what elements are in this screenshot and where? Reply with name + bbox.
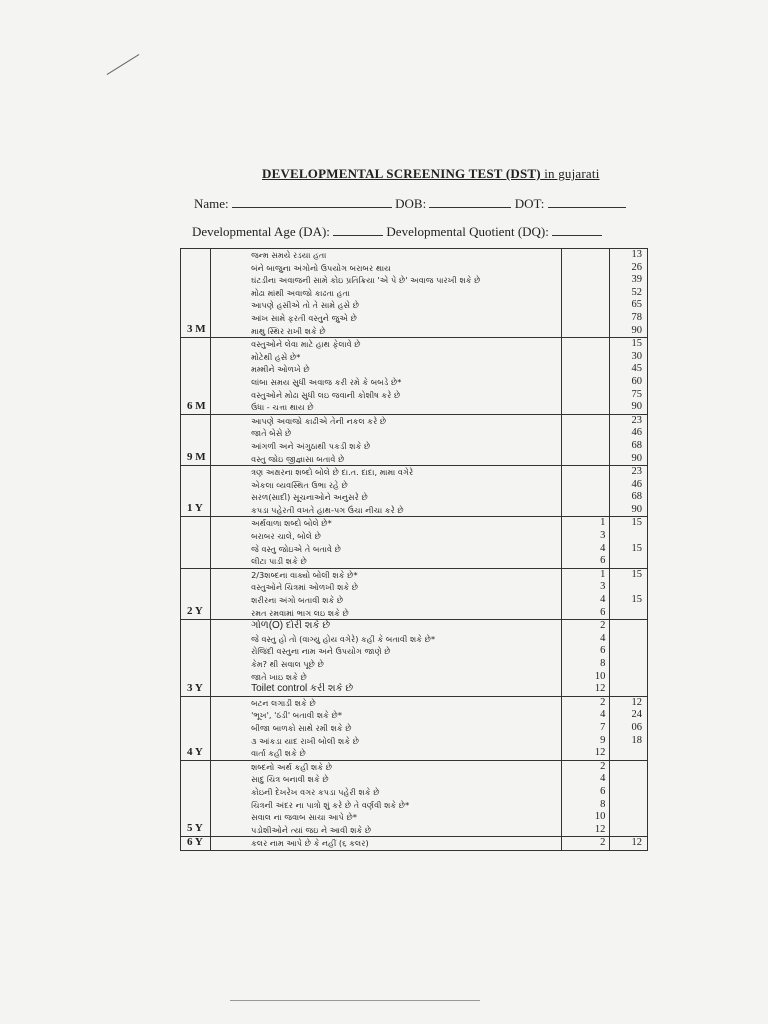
document-title: DEVELOPMENTAL SCREENING TEST (DST) in gujarati xyxy=(262,166,600,181)
milestone-item: 2/3શબ્દના વાક્યો બોલી શકે છે* xyxy=(251,569,358,580)
points-value: 30 xyxy=(631,350,642,362)
milestone-cell xyxy=(211,620,562,697)
score-cell xyxy=(561,696,610,760)
dot-label: DOT: xyxy=(514,196,545,211)
points-value: 90 xyxy=(631,324,642,336)
age-label: 4 Y xyxy=(187,745,203,758)
score-value: 12 xyxy=(594,747,606,759)
score-cell xyxy=(561,466,610,517)
points-value: 15 xyxy=(631,338,642,350)
milestone-item: ઘંટડીના અવાજની સામે કોઇ પ્રતિક્રિયા 'એ પે છે' અવાજ પારખી શકે છે xyxy=(251,275,481,286)
milestone-item: મમ્મીને ઓળખે છે xyxy=(251,364,310,375)
points-value: 52 xyxy=(631,286,642,298)
score-cell xyxy=(561,249,610,338)
milestone-item: વસ્તુઓને ચિત્રમાં ઓળખી શકે છે xyxy=(251,582,359,593)
table-row xyxy=(181,414,648,465)
milestone-item: બીજા બાળકો સાથે રમી શકે છે xyxy=(251,722,352,733)
table-row xyxy=(181,338,648,415)
points-value: 23 xyxy=(631,414,642,426)
score-value: 2 xyxy=(600,696,606,708)
milestone-item: આંખ સામે ફરતી વસ્તુને જુએ છે xyxy=(251,312,357,323)
points-value: 15 xyxy=(631,594,642,606)
points-value xyxy=(610,607,642,620)
milestone-item: જાતે બેસે છે xyxy=(251,428,292,439)
table-row xyxy=(181,249,648,338)
points-value xyxy=(610,747,642,760)
age-label: 1 Y xyxy=(187,502,203,515)
milestone-item: આપણે અવાજો કાઢીએ તેની નકલ કરે છે xyxy=(251,415,387,426)
score-value: 4 xyxy=(600,632,606,644)
score-value: 12 xyxy=(594,683,606,695)
milestone-item: અર્થવાળા શબ્દો બોલે છે* xyxy=(251,518,332,529)
age-cell xyxy=(181,517,211,568)
milestone-cell xyxy=(211,837,562,851)
screening-table xyxy=(180,248,648,851)
points-value: 06 xyxy=(631,721,642,733)
milestone-item: આંગળી અને અંગુઠાથી પકડી શકે છે xyxy=(251,440,371,451)
age-cell xyxy=(181,620,211,697)
score-cell xyxy=(561,414,610,465)
points-value: 68 xyxy=(631,439,642,451)
points-value: 23 xyxy=(631,466,642,478)
points-value: 46 xyxy=(631,478,642,490)
milestone-item: મોટેથી હસે છે* xyxy=(251,351,301,362)
milestone-item: જે વસ્તુ જોઇએ તે બતાવે છે xyxy=(251,543,341,554)
age-cell xyxy=(181,760,211,837)
score-value: 6 xyxy=(600,645,606,657)
score-cell xyxy=(561,620,610,697)
score-value: 2 xyxy=(600,760,606,772)
milestone-item: જન્મ સમયે રડયા હતા xyxy=(251,250,327,260)
age-label: 3 Y xyxy=(187,681,203,694)
score-value: 10 xyxy=(594,670,606,682)
milestone-item: વસ્તુઓને મોઢા સુધી લઇ જવાની કોશીષ કરે છે xyxy=(251,389,401,400)
points-value: 12 xyxy=(631,696,642,708)
milestone-item: એકલા વ્યવસ્થિત ઉભા રહે છે xyxy=(251,479,348,490)
points-value: 15 xyxy=(631,542,642,554)
points-value xyxy=(610,581,642,594)
milestone-item: સવાલ ના જવાબ સાચા આપે છે* xyxy=(251,812,357,823)
points-value: 24 xyxy=(631,709,642,721)
score-value: 3 xyxy=(600,581,606,593)
points-value: 60 xyxy=(631,375,642,387)
points-value: 12 xyxy=(631,837,642,849)
milestone-cell xyxy=(211,696,562,760)
milestone-item: રમત રમવામાં ભાગ લઇ શકે છે xyxy=(251,607,349,618)
score-value: 6 xyxy=(600,606,606,618)
dq-blank xyxy=(552,224,602,236)
score-value: 8 xyxy=(600,658,606,669)
table-row xyxy=(181,568,648,619)
milestone-item: Toilet control કરી શકે છે xyxy=(251,683,354,695)
age-label: 6 M xyxy=(187,399,206,412)
milestone-item: ઉંધા - ચત્તા થાય છે xyxy=(251,402,314,413)
dq-label: Developmental Quotient (DQ): xyxy=(386,224,549,239)
score-cell xyxy=(561,338,610,415)
points-cell xyxy=(610,568,648,619)
points-value: 68 xyxy=(631,491,642,503)
milestone-item: લાંબા સમય સુધી અવાજ કરી રમે કે બબડે છે* xyxy=(251,376,402,387)
name-label: Name: xyxy=(194,196,229,211)
points-cell xyxy=(610,414,648,465)
milestone-item: સાદુ ચિત્ર બનાવી શકે છે xyxy=(251,774,329,785)
dob-label: DOB: xyxy=(395,196,427,211)
age-cell xyxy=(181,414,211,465)
milestone-item: ૩ આંકડા યાદ રાખી બોલી શકે છે xyxy=(251,735,360,746)
age-label: 2 Y xyxy=(187,605,203,618)
milestone-item: કલર નામ આપે છે કે નહીં (૬ કલર) xyxy=(251,838,369,849)
points-value: 78 xyxy=(631,311,642,323)
milestone-item: બટન લગાડી શકે છે xyxy=(251,697,316,708)
name-field xyxy=(194,196,626,212)
milestone-item: લીટા પાડી શકે છે xyxy=(251,556,307,567)
milestone-item: 'ભૂખ', 'ઠંડી' બતાવી શકે છે* xyxy=(251,710,342,721)
table-row xyxy=(181,620,648,697)
scan-line xyxy=(230,1000,480,1001)
milestone-item: બંને બાજુના અંગોનો ઉપયોગ બરાબર થાય xyxy=(251,262,391,273)
points-value: 75 xyxy=(631,388,642,400)
table-row xyxy=(181,517,648,568)
da-label: Developmental Age (DA): xyxy=(192,224,330,239)
age-cell xyxy=(181,696,211,760)
milestone-item: ચિત્રની અંદર ના પાત્રો શું કરે છે તે વર્ણવી શકે છે* xyxy=(251,799,410,810)
score-value: 1 xyxy=(600,517,606,529)
milestone-cell xyxy=(211,568,562,619)
score-value: 4 xyxy=(600,773,606,785)
score-cell xyxy=(561,517,610,568)
points-cell xyxy=(610,338,648,415)
score-value: 4 xyxy=(600,542,606,554)
age-cell xyxy=(181,466,211,517)
pen-mark xyxy=(107,54,140,75)
points-value: 39 xyxy=(631,274,642,286)
points-value: 90 xyxy=(631,503,642,515)
milestone-item: કેમ? થી સવાલ પૂછે છે xyxy=(251,659,324,669)
score-value: 7 xyxy=(600,721,606,733)
score-value: 2 xyxy=(600,837,606,849)
milestone-item: ત્રણ અક્ષરના શબ્દો બોલે છે દા.ત. દાદા, મામા વગેરે xyxy=(251,467,414,478)
score-cell xyxy=(561,568,610,619)
score-value: 10 xyxy=(594,811,606,823)
milestone-cell xyxy=(211,517,562,568)
milestone-item: આપણે હસીએ તો તે સામે હસે છે xyxy=(251,300,360,311)
milestone-item: ગોળ(O) દોરી શકે છે xyxy=(251,620,331,632)
dot-blank xyxy=(548,196,626,208)
name-blank xyxy=(232,196,392,208)
score-value: 2 xyxy=(600,620,606,632)
points-cell xyxy=(610,620,648,697)
points-value: 46 xyxy=(631,427,642,439)
score-value: 12 xyxy=(594,823,606,835)
points-value xyxy=(610,530,642,543)
score-value: 3 xyxy=(600,530,606,542)
points-value: 15 xyxy=(631,568,642,580)
milestone-item: જે વસ્તુ હો તો (વાગ્યુ હોય વગેરે) કહી કે બતાવી શકે છે* xyxy=(251,633,436,644)
milestone-item: મોઢા માંથી અવાજો કાઢતા હતા xyxy=(251,287,350,298)
score-value: 1 xyxy=(600,568,606,580)
age-cell xyxy=(181,249,211,338)
table-row xyxy=(181,837,648,851)
age-label: 3 M xyxy=(187,323,206,336)
points-cell xyxy=(610,466,648,517)
milestone-item: રોજિંદી વસ્તુના નામ અને ઉપયોગ જાણે છે xyxy=(251,646,391,657)
score-value: 6 xyxy=(600,785,606,797)
score-value: 4 xyxy=(600,709,606,721)
milestone-cell xyxy=(211,249,562,338)
score-value: 8 xyxy=(600,798,606,810)
age-cell xyxy=(181,837,211,851)
milestone-cell xyxy=(211,466,562,517)
milestone-item: સરળ(સાદી) સૂચનાઓને અનુસરે છે xyxy=(251,492,368,503)
milestone-item: વસ્તુ જોઇ જીજ્ઞાસા બતાવે છે xyxy=(251,453,345,464)
milestone-cell xyxy=(211,338,562,415)
points-cell xyxy=(610,837,648,851)
points-cell xyxy=(610,249,648,338)
points-value xyxy=(610,555,642,568)
points-value: 90 xyxy=(631,452,642,464)
age-cell xyxy=(181,338,211,415)
milestone-item: જાતે ખાઇ શકે છે xyxy=(251,671,307,682)
age-label: 5 Y xyxy=(187,822,203,835)
age-label: 9 M xyxy=(187,451,206,464)
points-value: 45 xyxy=(631,363,642,375)
table-row xyxy=(181,466,648,517)
milestone-cell xyxy=(211,414,562,465)
milestone-item: વસ્તુઓને લેવા માટે હાથ ફેલાવે છે xyxy=(251,339,361,350)
score-cell xyxy=(561,837,610,851)
milestone-cell xyxy=(211,760,562,837)
milestone-item: પડોશીઓને ત્યાં જઇ ને આવી શકે છે xyxy=(251,824,372,835)
score-value: 4 xyxy=(600,594,606,606)
points-value: 15 xyxy=(631,517,642,529)
score-cell xyxy=(561,760,610,837)
table-row xyxy=(181,760,648,837)
points-value: 26 xyxy=(631,261,642,273)
age-cell xyxy=(181,568,211,619)
points-cell xyxy=(610,696,648,760)
points-value: 13 xyxy=(631,249,642,260)
points-cell xyxy=(610,517,648,568)
milestone-item: કપડા પહેરતી વખતે હાથ-પગ ઉંચા નીચા કરે છે xyxy=(251,504,404,515)
score-value: 9 xyxy=(600,734,606,746)
milestone-item: માથુ સ્થિર રાખી શકે છે xyxy=(251,325,326,336)
milestone-item: બરાબર ચાલે, બોલે છે xyxy=(251,531,322,542)
age-quotient-field xyxy=(192,224,602,240)
dob-blank xyxy=(429,196,511,208)
score-value: 6 xyxy=(600,555,606,567)
table-row xyxy=(181,696,648,760)
da-blank xyxy=(333,224,383,236)
points-value: 18 xyxy=(631,734,642,746)
milestone-item: શબ્દનો અર્થ કહી શકે છે xyxy=(251,761,333,772)
points-value: 90 xyxy=(631,401,642,413)
milestone-item: શરીરના અંગો બતાવી શકે છે xyxy=(251,595,344,606)
milestone-item: કોઇની દેખરેખ વગર કપડા પહેરી શકે છે xyxy=(251,786,380,797)
points-value: 65 xyxy=(631,299,642,311)
milestone-item: વાર્તા કહી શકે છે xyxy=(251,748,306,759)
age-label: 6 Y xyxy=(187,835,203,848)
points-cell xyxy=(610,760,648,837)
